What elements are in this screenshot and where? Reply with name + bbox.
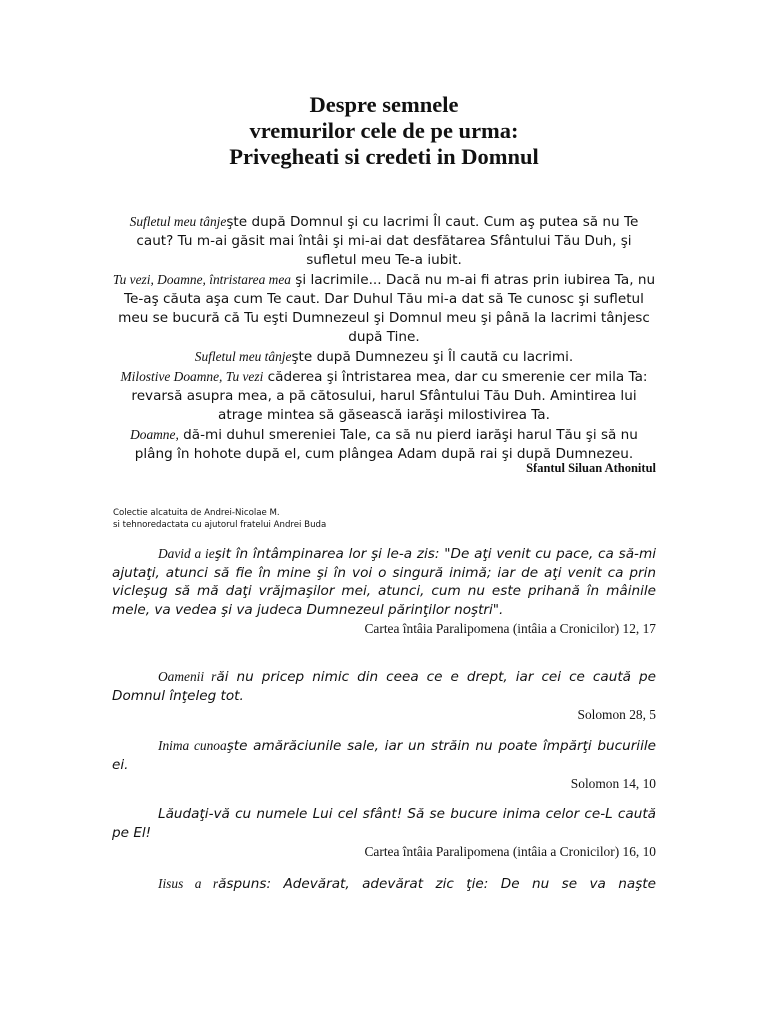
verse-body: şte amărăciunile sale, iar un străin nu poate împărţi bucuriile ei.	[112, 738, 656, 773]
quote-lead: Sufletul meu tânje	[194, 349, 292, 364]
verse-body: Lăudaţi-vă cu numele Lui cel sfânt! Să se bucure inima celor ce-L caută pe El!	[112, 806, 656, 841]
quote-text: şi lacrimile... Dacă nu m-ai fi atras prin iubirea Ta, nu Te-aş căuta aşa cum Te caut. Dar Duhul Tău mi-a dat să Te cunosc şi sufletul meu se bucură că Tu eşti Dumnezeul şi Domnul meu şi până la lacrimi tânjesc după Tine.	[118, 272, 656, 345]
verse-entry	[112, 545, 656, 638]
quote-author: Sfantul Siluan Athonitul	[526, 461, 656, 475]
quote-text: dă-mi duhul smereniei Tale, ca să nu pierd iarăşi harul Tău şi să nu plâng în hohote după el, cum plângea Adam după rai şi după Dumnezeu.	[134, 427, 638, 462]
quote-text: şte după Dumnezeu şi Îl caută cu lacrimi.	[291, 349, 574, 365]
verse-entry	[112, 875, 656, 894]
title-line-1: Despre semnele	[309, 92, 459, 117]
verse-reference: Solomon 14, 10	[570, 776, 656, 791]
verse-entry	[112, 805, 656, 861]
verse-lead: Inima cunoa	[158, 738, 227, 753]
quote-text: şte după Domnul şi cu lacrimi Îl caut. Cum aş putea să nu Te caut? Tu m-ai găsit mai întâi şi mi-ai dat desfătarea Sfântului Tău Duh, şi sufletul meu Te-a iubit.	[136, 214, 639, 268]
collection-credit	[113, 507, 513, 531]
verse-text	[112, 545, 656, 619]
verse-body: ăi nu pricep nimic din ceea ce e drept, iar cei ce caută pe Domnul înţeleg tot.	[112, 669, 656, 704]
title-line-3: Privegheati si credeti in Domnul	[229, 144, 539, 169]
quote-paragraph	[112, 212, 656, 270]
quote-lead: Doamne,	[130, 427, 179, 442]
quote-text: căderea şi întristarea mea, dar cu smerenie cer mila Ta: revarsă asupra mea, a pă cătosului, harul Sfântului Tău Duh. Amintirea lui atrage mintea să găsească iarăşi milostivirea Ta.	[131, 369, 648, 423]
quote-lead: Milostive Doamne, Tu vezi	[120, 369, 264, 384]
verse-text	[112, 737, 656, 774]
quote-paragraph	[112, 270, 656, 347]
verse-text	[112, 805, 656, 842]
title-line-2: vremurilor cele de pe urma:	[249, 118, 519, 143]
verse-reference: Solomon 28, 5	[577, 707, 656, 722]
quote-lead: Tu vezi, Doamne, întristarea mea	[112, 272, 291, 287]
verse-body: ăspuns: Adevărat, adevărat zic ţie: De nu se va naşte	[218, 876, 656, 892]
verse-lead: Iisus a r	[158, 876, 219, 891]
credit-line-2: si tehnoredactata cu ajutorul fratelui Andrei Buda	[113, 520, 327, 530]
epigraph-quote	[112, 212, 656, 464]
verse-text	[112, 875, 656, 894]
verse-entry	[112, 737, 656, 793]
verse-reference: Cartea întâia Paralipomena (intâia a Cronicilor) 12, 17	[364, 621, 656, 636]
document-title	[112, 92, 656, 170]
verse-entry	[112, 668, 656, 724]
verse-body: şit în întâmpinarea lor şi le-a zis: "De aţi venit cu pace, ca să-mi ajutaţi, atunci să fie în mine şi în voi o singură inimă; iar de aţi venit ca prin vicleşug să mă daţi vrăjmaşilor mei, atunci, cum nu este prihană în mâinile mele, va vedea şi va judeca Dumnezeul părinţilor noştri".	[112, 546, 656, 618]
credit-line-1: Colectie alcatuita de Andrei-Nicolae M.	[113, 508, 280, 518]
quote-lead: Sufletul meu tânje	[129, 214, 227, 229]
verse-reference: Cartea întâia Paralipomena (intâia a Cronicilor) 16, 10	[364, 844, 656, 859]
verse-lead: David a ie	[158, 546, 215, 561]
verse-lead: Oamenii r	[158, 669, 217, 684]
quote-paragraph	[112, 425, 656, 464]
verse-text	[112, 668, 656, 705]
quote-paragraph	[112, 367, 656, 425]
quote-paragraph	[112, 347, 656, 367]
